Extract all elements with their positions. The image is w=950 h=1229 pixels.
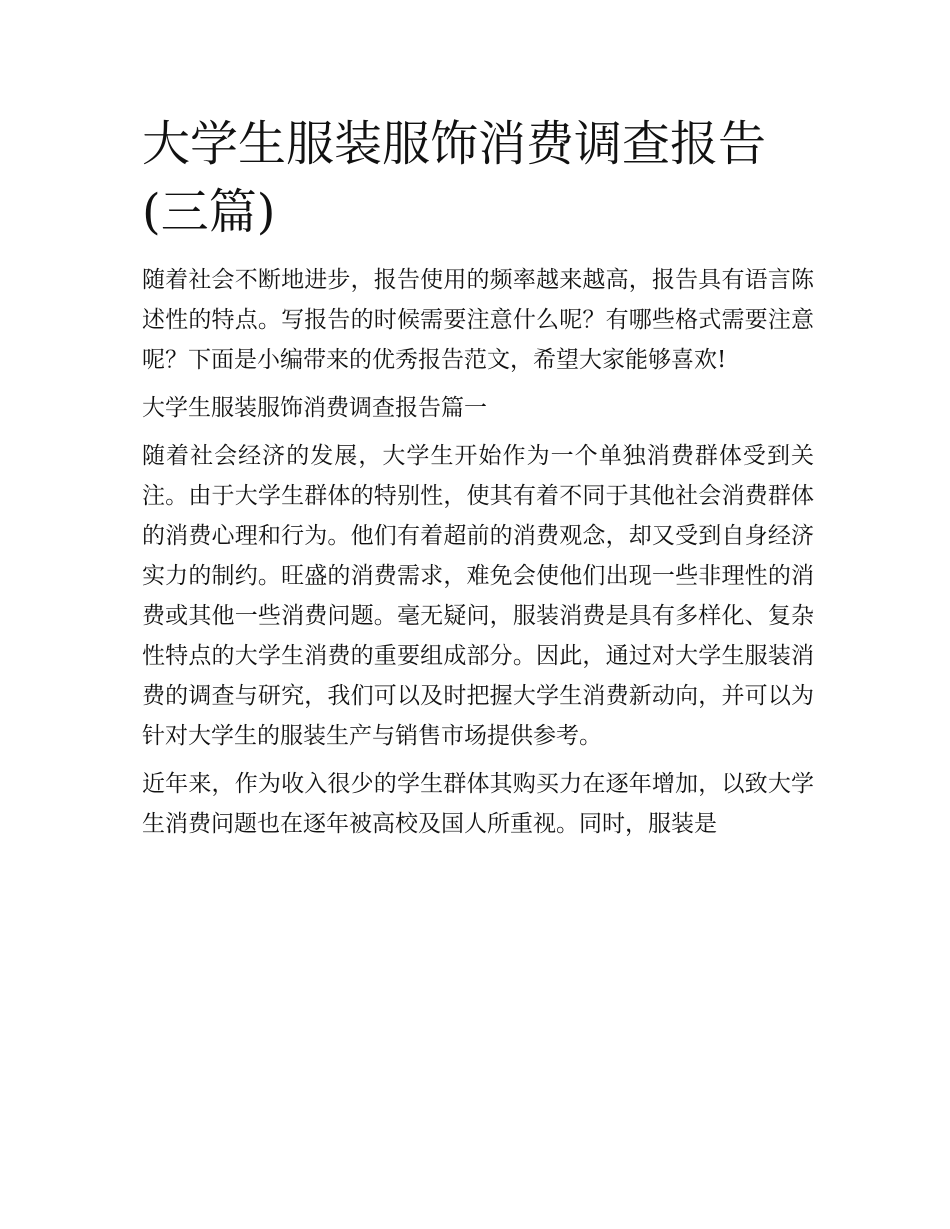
document-page: [142, 110, 814, 852]
body-paragraph-1: 随着社会经济的发展，大学生开始作为一个单独消费群体受到关注。由于大学生群体的特别性，使其有着不同于其他社会消费群体的消费心理和行为。他们有着超前的消费观念，却又受到自身经济实力的制约。旺盛的消费需求，难免会使他们出现一些非理性的消费或其他一些消费问题。毫无疑问，服装消费是具有多样化、复杂性特点的大学生消费的重要组成部分。因此，通过对大学生服装消费的调查与研究，我们可以及时把握大学生消费新动向，并可以为针对大学生的服装生产与销售市场提供参考。: [142, 443, 814, 749]
body-paragraph-2: 近年来，作为收入很少的学生群体其购买力在逐年增加，以致大学生消费问题也在逐年被高校及国人所重视。同时，服装是: [142, 771, 814, 837]
intro-paragraph: 随着社会不断地进步，报告使用的频率越来越高，报告具有语言陈述性的特点。写报告的时候需要注意什么呢？有哪些格式需要注意呢？下面是小编带来的优秀报告范文，希望大家能够喜欢!: [142, 267, 814, 373]
section-heading: 大学生服装服饰消费调查报告篇一: [142, 395, 487, 421]
document-title: 大学生服装服饰消费调查报告(三篇): [142, 116, 767, 240]
